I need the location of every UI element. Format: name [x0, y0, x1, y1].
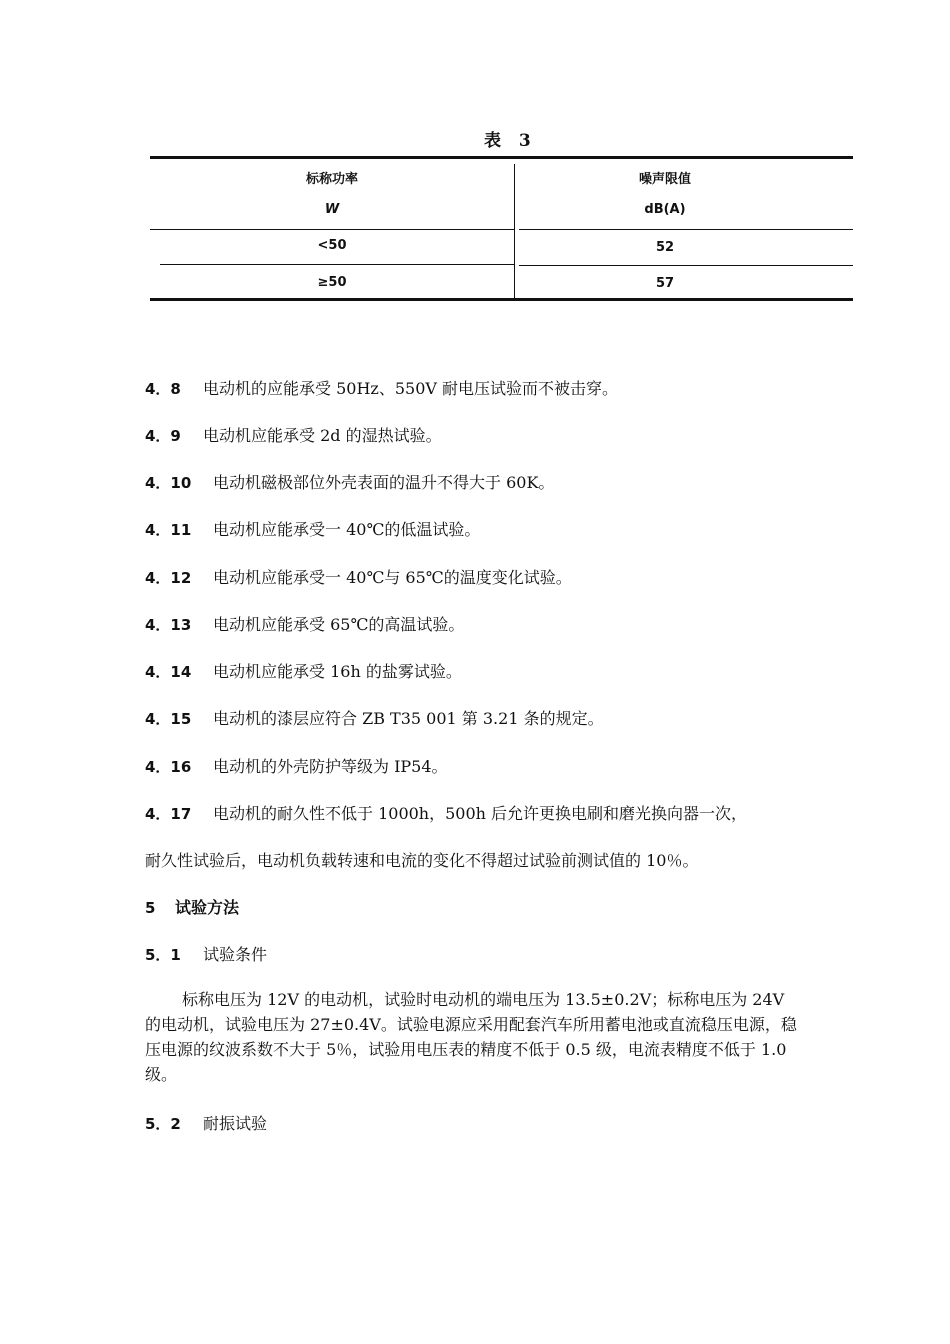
- header-noise-limit: 噪声限值: [638, 172, 691, 187]
- table-header-rule-right: [519, 229, 853, 230]
- table-row-rule-right: [519, 265, 853, 266]
- section-5-2-heading: [145, 1111, 267, 1134]
- row-limit: 57: [655, 276, 675, 291]
- clause-text: 电动机的漆层应符合 ZB T35 001 第 3.21 条的规定。: [213, 709, 604, 728]
- clause-4-10: [145, 470, 554, 493]
- clause-number: 4．14: [145, 663, 192, 681]
- clause-4-13: [145, 612, 464, 635]
- table-top-rule: [150, 156, 853, 159]
- clause-text: 电动机的外壳防护等级为 IP54。: [213, 757, 448, 776]
- clause-text: 电动机应能承受 65℃的高温试验。: [213, 615, 465, 634]
- row-power: <50: [317, 238, 347, 253]
- clause-text: 电动机应能承受 16h 的盐雾试验。: [213, 662, 462, 681]
- row-limit: 52: [655, 240, 675, 255]
- clause-number: 4．17: [145, 805, 192, 823]
- clause-text: 电动机磁极部位外壳表面的温升不得大于 60K。: [213, 473, 555, 492]
- clause-number: 4．8: [145, 380, 181, 398]
- section-5-heading: [145, 895, 239, 918]
- clause-number: 4．10: [145, 474, 192, 492]
- clause-number: 4．15: [145, 710, 192, 728]
- header-noise-unit: dB(A): [644, 202, 686, 217]
- clause-text: 电动机的耐久性不低于 1000h，500h 后允许更换电刷和磨光换向器一次，: [213, 804, 748, 823]
- clause-text: 电动机应能承受一 40℃与 65℃的温度变化试验。: [213, 568, 572, 587]
- clause-4-15: [145, 706, 604, 729]
- section-number: 5．2: [145, 1115, 181, 1133]
- clause-4-11: [145, 517, 480, 540]
- clause-text: 电动机应能承受 2d 的湿热试验。: [203, 426, 442, 445]
- clause-number: 4．12: [145, 569, 192, 587]
- row-power: ≥50: [317, 275, 347, 290]
- table-header-rule: [150, 229, 514, 230]
- clause-number: 4．13: [145, 616, 192, 634]
- clause-text: 电动机应能承受一 40℃的低温试验。: [213, 520, 481, 539]
- clause-4-16: [145, 754, 448, 777]
- section-5-1-heading: [145, 942, 267, 965]
- section-title: 试验方法: [175, 898, 240, 917]
- clause-4-14: [145, 659, 462, 682]
- header-power-unit: W: [324, 202, 340, 217]
- section-number: 5．1: [145, 946, 181, 964]
- table-caption: 表 3: [484, 131, 537, 151]
- section-number: 5: [145, 899, 156, 917]
- section-title: 试验条件: [203, 945, 268, 964]
- clause-4-8: [145, 376, 618, 399]
- table-row-rule: [160, 264, 514, 265]
- table-bottom-rule: [150, 298, 853, 301]
- clause-4-17: [145, 801, 747, 824]
- clause-4-9: [145, 423, 442, 446]
- clause-4-12: [145, 565, 572, 588]
- clause-number: 4．11: [145, 521, 192, 539]
- clause-number: 4．9: [145, 427, 181, 445]
- clause-text: 电动机的应能承受 50Hz、550V 耐电压试验而不被击穿。: [203, 379, 619, 398]
- section-title: 耐振试验: [203, 1114, 268, 1133]
- clause-4-17-continuation: 耐久性试验后，电动机负载转速和电流的变化不得超过试验前测试值的 10％。: [145, 851, 699, 870]
- clause-number: 4．16: [145, 758, 192, 776]
- section-5-1-body: 标称电压为 12V 的电动机，试验时电动机的端电压为 13.5±0.2V；标称电压为 24V 的电动机，试验电压为 27±0.4V。试验电源应采用配套汽车所用蓄电池或直流稳压电源，稳压电源的纹波系数不大于 5％，试验用电压表的精度不低于 0.5 级，电流表精度不低于 1.0 级。: [145, 990, 797, 1084]
- header-power: 标称功率: [305, 172, 358, 187]
